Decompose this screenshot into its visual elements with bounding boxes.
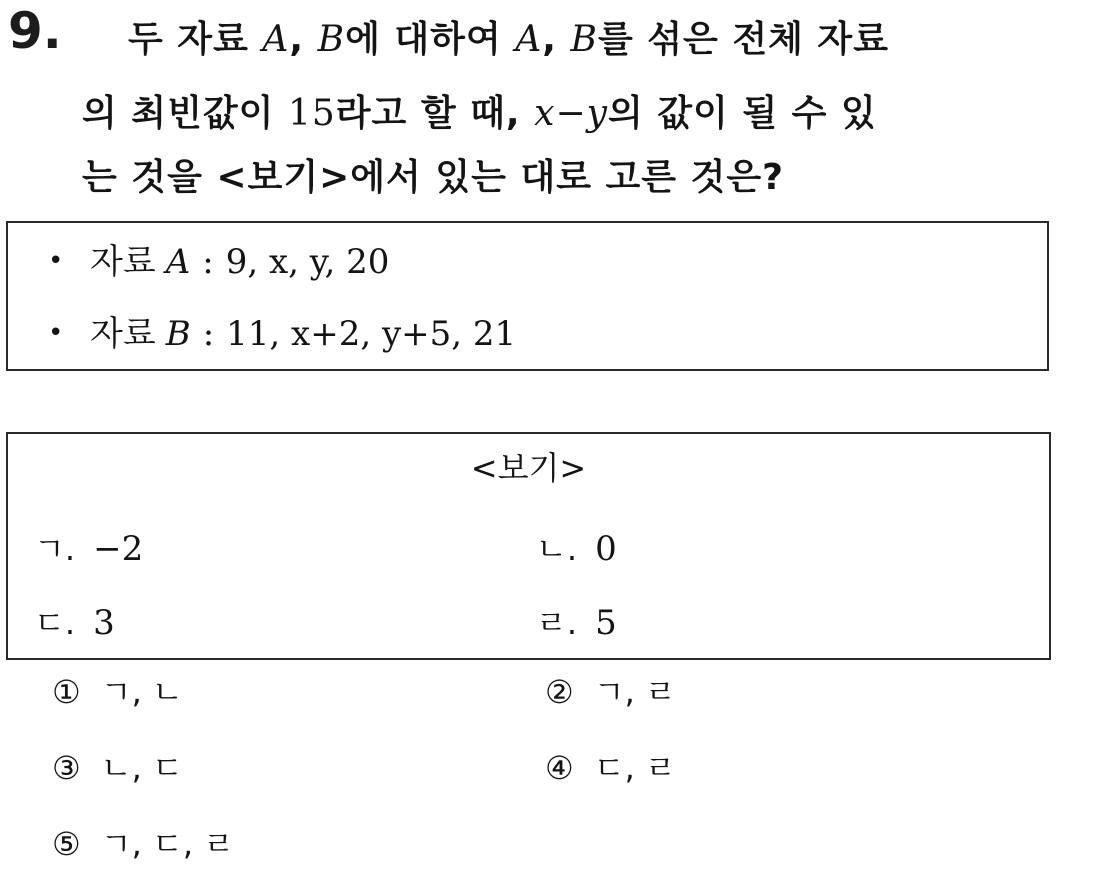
math-var-a: A (515, 19, 543, 60)
choice-3[interactable] (52, 749, 183, 787)
stem-text: 두 자료 (128, 19, 263, 60)
data-row-a (48, 242, 390, 282)
question-stem-line-1 (128, 19, 889, 60)
choice-2[interactable] (545, 673, 676, 711)
choice-mark: ① (52, 673, 81, 711)
choice-4[interactable] (545, 749, 676, 787)
data-label: 자료 (90, 314, 156, 354)
choice-mark: ⑤ (52, 825, 81, 863)
stem-text: , (542, 19, 571, 60)
bullet-icon: • (48, 246, 64, 276)
data-var: B (165, 314, 191, 354)
data-box (6, 221, 1049, 371)
choice-mark: ② (545, 673, 574, 711)
data-colon: : (202, 242, 214, 282)
stem-text: 의 최빈값이 (82, 93, 288, 134)
bogi-item-value: 3 (93, 603, 115, 643)
bogi-item-rieul (536, 603, 617, 643)
bogi-item-nieun (536, 529, 617, 569)
bogi-item-value: −2 (93, 529, 144, 569)
math-var-b: B (317, 19, 346, 60)
stem-text: 의 값이 될 수 있 (607, 93, 877, 134)
math-var-a: A (262, 19, 290, 60)
stem-text: 라고 할 때, (335, 93, 535, 134)
choice-text: ㄷ, ㄹ (593, 749, 676, 787)
data-values: 11, x+2, y+5, 21 (226, 314, 517, 354)
data-var: A (165, 242, 191, 282)
bogi-item-digeut (34, 603, 115, 643)
question-stem-line-2 (82, 93, 877, 134)
choice-5[interactable] (52, 825, 235, 863)
choice-text: ㄱ, ㄹ (593, 673, 676, 711)
bullet-icon: • (48, 318, 64, 348)
mode-value: 15 (287, 93, 336, 134)
bogi-item-giyeok (34, 529, 144, 569)
data-colon: : (202, 314, 215, 354)
math-expression: x−y (534, 93, 608, 134)
bogi-item-value: 0 (595, 529, 617, 569)
bogi-item-label: ㄴ. (536, 530, 578, 568)
data-values: 9, x, y, 20 (225, 242, 390, 282)
stem-text: 에 대하여 (345, 19, 516, 60)
bogi-item-label: ㄷ. (34, 604, 76, 642)
choice-mark: ③ (52, 749, 81, 787)
choice-mark: ④ (545, 749, 574, 787)
bogi-item-label: ㄱ. (34, 530, 76, 568)
choice-text: ㄱ, ㄷ, ㄹ (100, 825, 235, 863)
stem-text: , (289, 19, 318, 60)
choice-text: ㄴ, ㄷ (100, 749, 183, 787)
choice-text: ㄱ, ㄴ (100, 673, 183, 711)
stem-text: 를 섞은 전체 자료 (597, 19, 889, 60)
bogi-title: <보기> (470, 449, 587, 487)
question-stem-line-3: 는 것을 <보기>에서 있는 대로 고른 것은? (82, 157, 785, 198)
data-row-b (48, 314, 517, 354)
math-var-b: B (570, 19, 598, 60)
bogi-box (6, 432, 1051, 660)
choice-1[interactable] (52, 673, 183, 711)
bogi-item-value: 5 (595, 603, 617, 643)
question-number: 9. (8, 2, 62, 60)
data-label: 자료 (90, 242, 156, 282)
bogi-item-label: ㄹ. (536, 604, 578, 642)
